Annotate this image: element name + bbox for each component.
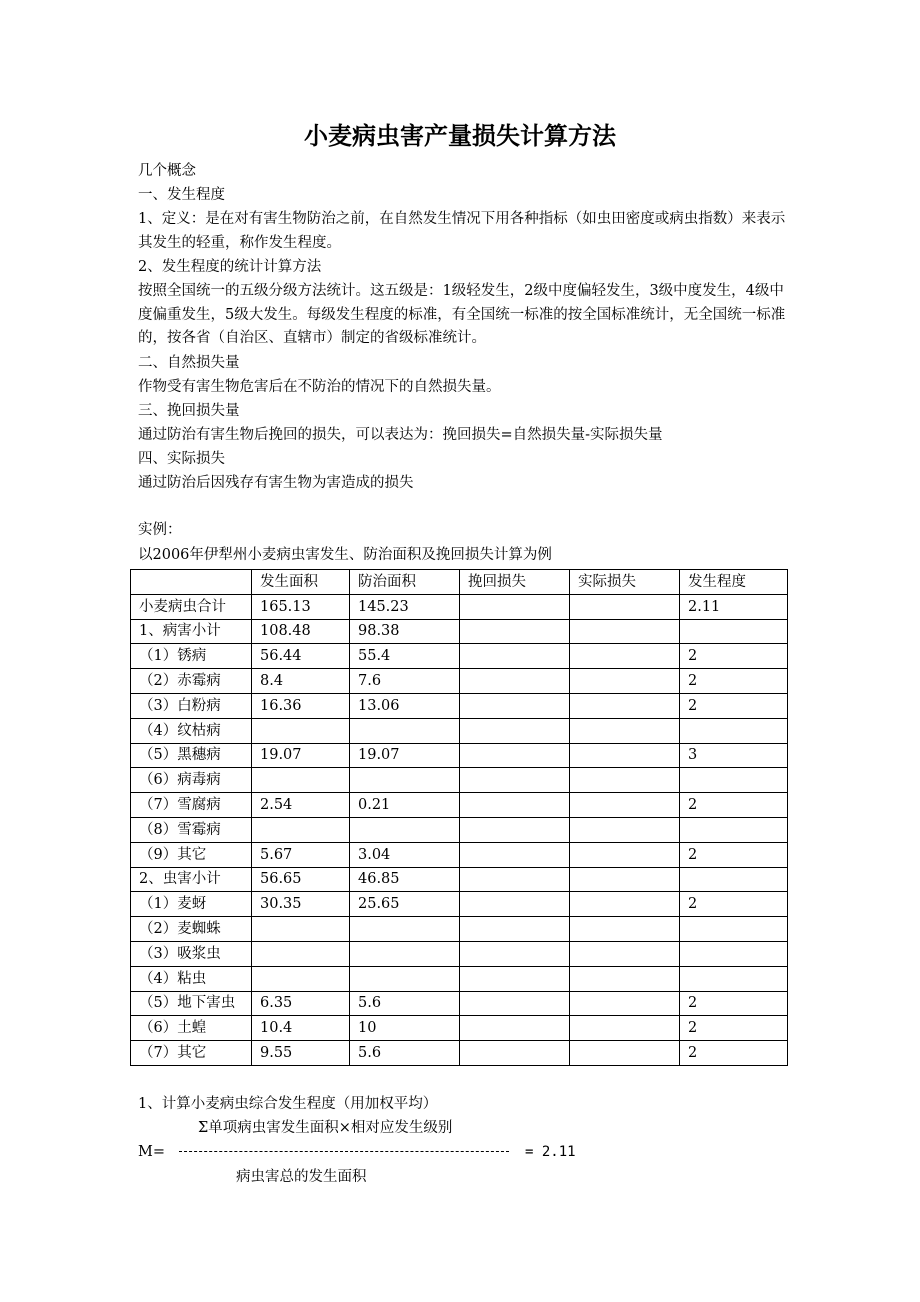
row-label-cell: 1、病害小计 xyxy=(131,619,252,644)
table-cell: 8.4 xyxy=(252,669,350,694)
row-label-cell: （2）赤霉病 xyxy=(131,669,252,694)
table-cell xyxy=(570,594,680,619)
row-label-cell: （7）雪腐病 xyxy=(131,793,252,818)
table-cell: 145.23 xyxy=(350,594,460,619)
table-cell xyxy=(680,966,788,991)
table-cell xyxy=(570,693,680,718)
table-cell xyxy=(460,867,570,892)
table-cell xyxy=(350,917,460,942)
table-row xyxy=(131,941,788,966)
table-cell xyxy=(460,1016,570,1041)
table-cell xyxy=(252,768,350,793)
table-cell: 16.36 xyxy=(252,693,350,718)
table-cell xyxy=(350,718,460,743)
table-cell: 2 xyxy=(680,892,788,917)
table-cell: 108.48 xyxy=(252,619,350,644)
table-cell xyxy=(570,867,680,892)
loss-table xyxy=(130,569,788,1066)
table-cell xyxy=(350,817,460,842)
table-row xyxy=(131,991,788,1016)
formula-result: = 2.11 xyxy=(525,1144,576,1160)
row-label-cell: 小麦病虫合计 xyxy=(131,594,252,619)
header-cell xyxy=(131,570,252,595)
row-label-cell: （5）地下害虫 xyxy=(131,991,252,1016)
row-label-cell: （3）白粉病 xyxy=(131,693,252,718)
table-row xyxy=(131,793,788,818)
table-cell xyxy=(460,941,570,966)
table-cell: 165.13 xyxy=(252,594,350,619)
table-cell xyxy=(460,743,570,768)
table-cell xyxy=(460,768,570,793)
table-cell: 46.85 xyxy=(350,867,460,892)
table-cell: 5.6 xyxy=(350,1041,460,1066)
table-row xyxy=(131,817,788,842)
table-row xyxy=(131,669,788,694)
row-label-cell: （6）土蝗 xyxy=(131,1016,252,1041)
table-cell: 55.4 xyxy=(350,644,460,669)
formula-numerator: Σ单项病虫害发生面积×相对应发生级别 xyxy=(198,1120,453,1136)
table-cell xyxy=(252,917,350,942)
table-cell: 13.06 xyxy=(350,693,460,718)
table-row xyxy=(131,966,788,991)
table-row xyxy=(131,1016,788,1041)
row-label-cell: （4）纹枯病 xyxy=(131,718,252,743)
table-cell xyxy=(252,718,350,743)
header-cell: 发生程度 xyxy=(680,570,788,595)
row-label-cell: （5）黑穗病 xyxy=(131,743,252,768)
table-cell: 2 xyxy=(680,669,788,694)
definition-paragraph: 1、定义：是在对有害生物防治之前，在自然发生情况下用各种指标（如虫田密度或病虫指数）来表示其发生的轻重，称作发生程度。 xyxy=(138,211,786,251)
table-cell xyxy=(570,892,680,917)
table-cell xyxy=(680,619,788,644)
document-title: 小麦病虫害产量损失计算方法 xyxy=(304,121,616,150)
table-row xyxy=(131,594,788,619)
table-cell xyxy=(252,941,350,966)
table-cell: 2.11 xyxy=(680,594,788,619)
table-cell: 19.07 xyxy=(252,743,350,768)
concepts-heading: 几个概念 xyxy=(138,163,196,179)
table-row xyxy=(131,842,788,867)
table-cell xyxy=(350,966,460,991)
table-cell xyxy=(350,768,460,793)
table-cell xyxy=(252,966,350,991)
table-cell xyxy=(680,817,788,842)
table-row xyxy=(131,693,788,718)
table-cell: 30.35 xyxy=(252,892,350,917)
table-cell xyxy=(570,941,680,966)
table-row xyxy=(131,1041,788,1066)
table-caption: 以2006年伊犁州小麦病虫害发生、防治面积及挽回损失计算为例 xyxy=(138,547,552,563)
table-cell: 5.6 xyxy=(350,991,460,1016)
table-cell: 7.6 xyxy=(350,669,460,694)
table-cell xyxy=(570,768,680,793)
table-row xyxy=(131,743,788,768)
row-label-cell: （7）其它 xyxy=(131,1041,252,1066)
table-cell xyxy=(570,917,680,942)
row-label-cell: （9）其它 xyxy=(131,842,252,867)
table-cell: 3.04 xyxy=(350,842,460,867)
table-row xyxy=(131,768,788,793)
table-cell xyxy=(680,867,788,892)
table-cell xyxy=(460,817,570,842)
table-cell: 10 xyxy=(350,1016,460,1041)
table-cell xyxy=(570,793,680,818)
row-label-cell: （3）吸浆虫 xyxy=(131,941,252,966)
row-label-cell: （2）麦蜘蛛 xyxy=(131,917,252,942)
table-cell: 98.38 xyxy=(350,619,460,644)
table-cell xyxy=(460,892,570,917)
table-cell: 2 xyxy=(680,793,788,818)
table-cell: 10.4 xyxy=(252,1016,350,1041)
table-cell xyxy=(570,669,680,694)
table-cell xyxy=(460,644,570,669)
table-cell xyxy=(570,817,680,842)
calc-section-heading: 1、计算小麦病虫综合发生程度（用加权平均） xyxy=(138,1096,438,1112)
formula-lhs: M= xyxy=(138,1144,165,1160)
table-cell xyxy=(350,941,460,966)
row-label-cell: 2、虫害小计 xyxy=(131,867,252,892)
table-cell xyxy=(570,619,680,644)
table-cell xyxy=(570,644,680,669)
table-cell: 6.35 xyxy=(252,991,350,1016)
table-cell xyxy=(570,966,680,991)
table-cell xyxy=(460,693,570,718)
natural-loss-paragraph: 作物受有害生物危害后在不防治的情况下的自然损失量。 xyxy=(138,379,501,395)
table-cell: 2.54 xyxy=(252,793,350,818)
table-cell xyxy=(460,842,570,867)
table-cell: 5.67 xyxy=(252,842,350,867)
table-row xyxy=(131,892,788,917)
table-cell: 56.44 xyxy=(252,644,350,669)
table-cell: 2 xyxy=(680,1016,788,1041)
grading-paragraph: 按照全国统一的五级分级方法统计。这五级是：1级轻发生，2级中度偏轻发生，3级中度发生，4级中度偏重发生，5级大发生。每级发生程度的标准，有全国统一标准的按全国标准统计，无全国统一标准的，按各省（自治区、直辖市）制定的省级标准统计。 xyxy=(138,283,786,346)
table-cell xyxy=(570,718,680,743)
recovered-loss-paragraph: 通过防治有害生物后挽回的损失，可以表达为：挽回损失=自然损失量-实际损失量 xyxy=(138,427,663,443)
formula-line xyxy=(138,1141,576,1163)
table-header-row xyxy=(131,570,788,595)
table-cell xyxy=(460,594,570,619)
table-row xyxy=(131,644,788,669)
row-label-cell: （1）锈病 xyxy=(131,644,252,669)
fraction-bar xyxy=(179,1151,509,1152)
table-cell: 3 xyxy=(680,743,788,768)
table-cell xyxy=(680,941,788,966)
header-cell: 实际损失 xyxy=(570,570,680,595)
table-cell xyxy=(460,793,570,818)
table-cell xyxy=(460,669,570,694)
table-row xyxy=(131,867,788,892)
formula-denominator: 病虫害总的发生面积 xyxy=(236,1169,367,1185)
row-label-cell: （1）麦蚜 xyxy=(131,892,252,917)
table-cell xyxy=(680,917,788,942)
table-row xyxy=(131,917,788,942)
table-cell: 2 xyxy=(680,842,788,867)
table-cell: 9.55 xyxy=(252,1041,350,1066)
table-cell xyxy=(252,817,350,842)
table-cell: 56.65 xyxy=(252,867,350,892)
table-row xyxy=(131,619,788,644)
header-cell: 挽回损失 xyxy=(460,570,570,595)
table-cell xyxy=(570,991,680,1016)
header-cell: 防治面积 xyxy=(350,570,460,595)
table-cell xyxy=(570,1016,680,1041)
table-cell: 2 xyxy=(680,644,788,669)
row-label-cell: （6）病毒病 xyxy=(131,768,252,793)
table-cell xyxy=(570,743,680,768)
subheading-calc-method: 2、发生程度的统计计算方法 xyxy=(138,259,322,275)
table-cell: 0.21 xyxy=(350,793,460,818)
section-heading-natural-loss: 二、自然损失量 xyxy=(138,355,240,371)
table-cell: 2 xyxy=(680,1041,788,1066)
table-cell xyxy=(570,842,680,867)
section-heading-actual-loss: 四、实际损失 xyxy=(138,451,225,467)
table-cell xyxy=(460,1041,570,1066)
table-row xyxy=(131,718,788,743)
table-cell xyxy=(460,966,570,991)
table-cell: 25.65 xyxy=(350,892,460,917)
actual-loss-paragraph: 通过防治后因残存有害生物为害造成的损失 xyxy=(138,475,414,491)
table-cell xyxy=(460,991,570,1016)
row-label-cell: （8）雪霉病 xyxy=(131,817,252,842)
row-label-cell: （4）粘虫 xyxy=(131,966,252,991)
header-cell: 发生面积 xyxy=(252,570,350,595)
table-cell xyxy=(680,718,788,743)
table-cell xyxy=(570,1041,680,1066)
table-cell: 2 xyxy=(680,991,788,1016)
table-cell: 2 xyxy=(680,693,788,718)
table-cell xyxy=(680,768,788,793)
section-heading-recovered-loss: 三、挽回损失量 xyxy=(138,403,240,419)
section-heading-occurrence: 一、发生程度 xyxy=(138,187,225,203)
table-cell xyxy=(460,619,570,644)
table-cell xyxy=(460,917,570,942)
table-cell: 19.07 xyxy=(350,743,460,768)
table-cell xyxy=(460,718,570,743)
example-label: 实例： xyxy=(138,522,182,538)
